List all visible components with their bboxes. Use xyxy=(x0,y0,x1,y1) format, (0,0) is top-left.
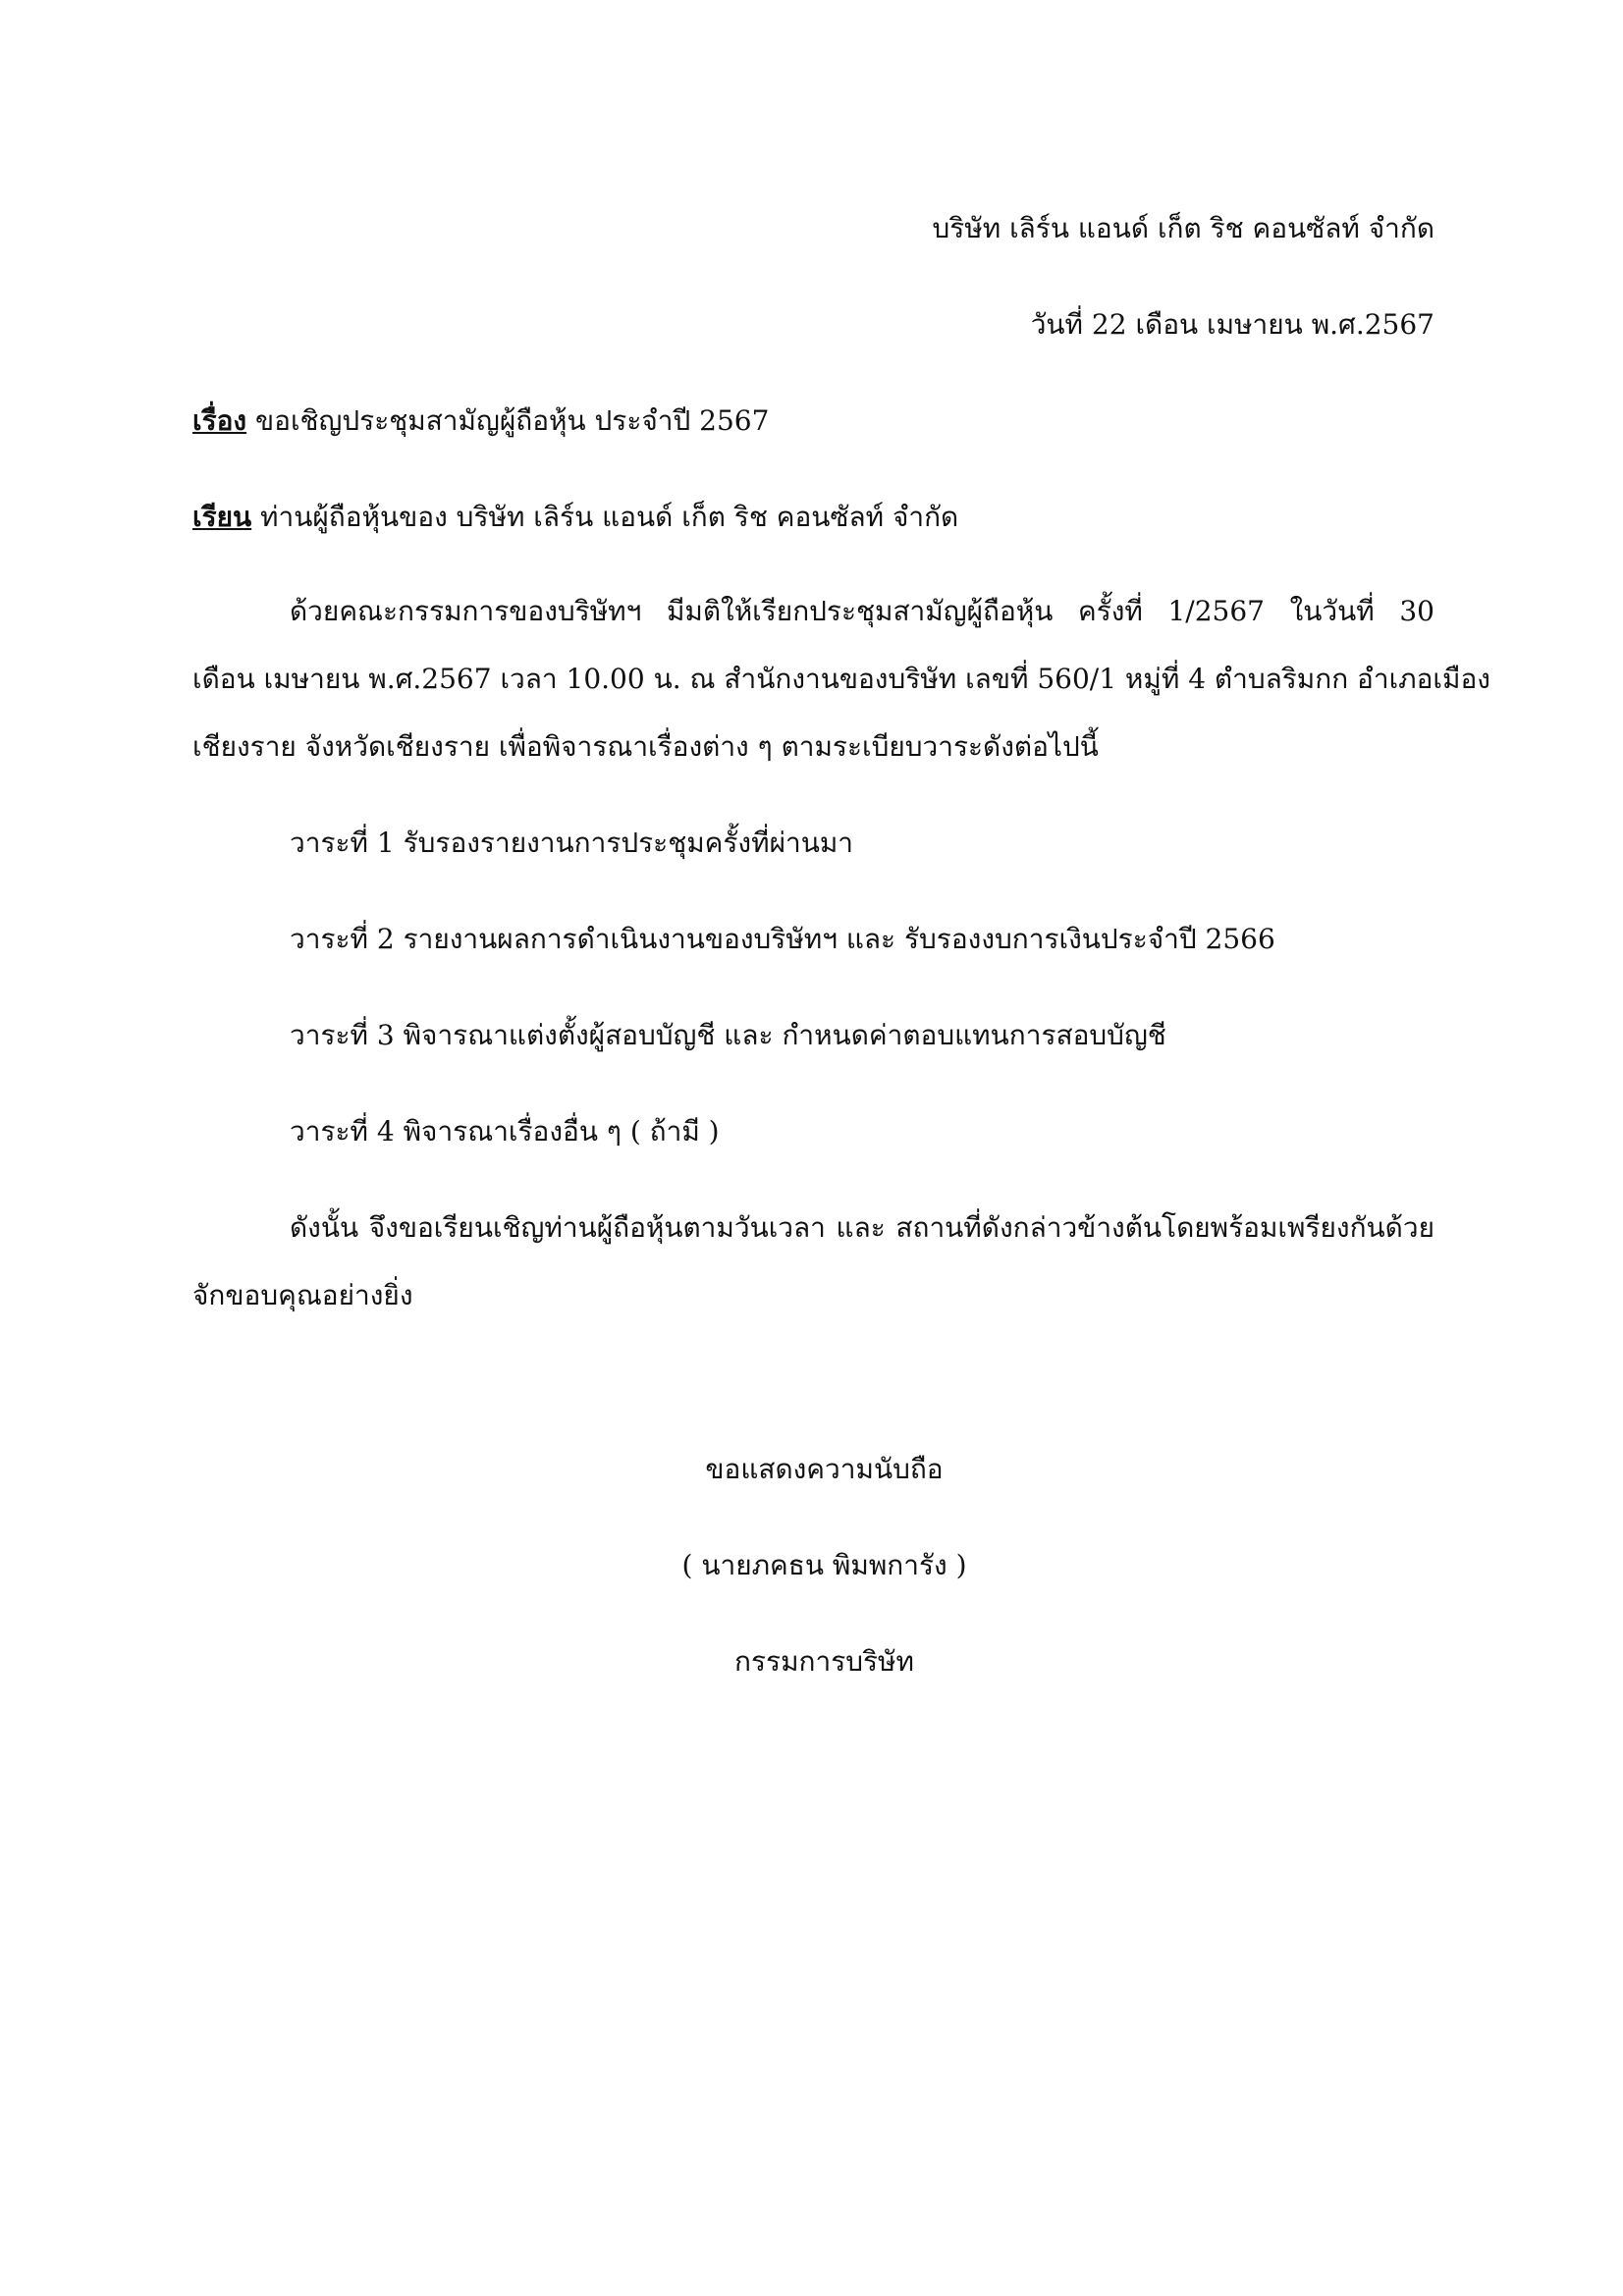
recipient-text: ท่านผู้ถือหุ้นของ บริษัท เลิร์น แอนด์ เก็ต ริช คอนซัลท์ จำกัด xyxy=(251,501,959,533)
subject-label: เรื่อง xyxy=(192,404,247,437)
subject-line xyxy=(192,404,769,438)
agenda-item-1: วาระที่ 1 รับรองรายงานการประชุมครั้งที่ผ่านมา xyxy=(290,827,854,859)
closing-line-2: จักขอบคุณอย่างยิ่ง xyxy=(192,1279,413,1311)
agenda-item-2: วาระที่ 2 รายงานผลการดำเนินงานของบริษัทฯ และ รับรองงบการเงินประจำปี 2566 xyxy=(290,923,1275,955)
body-line-2: เดือน เมษายน พ.ศ.2567 เวลา 10.00 น. ณ สำนักงานของบริษัท เลขที่ 560/1 หมู่ที่ 4 ตำบลริมกก อำเภอเมือง xyxy=(192,663,1490,695)
recipient-line xyxy=(192,501,958,534)
recipient-label: เรียน xyxy=(192,501,252,533)
subject-text: ขอเชิญประชุมสามัญผู้ถือหุ้น ประจำปี 2567 xyxy=(246,404,770,437)
agenda-item-4: วาระที่ 4 พิจารณาเรื่องอื่น ๆ ( ถ้ามี ) xyxy=(290,1115,720,1148)
body-line-3: เชียงราย จังหวัดเชียงราย เพื่อพิจารณาเรื่องต่าง ๆ ตามระเบียบวาระดังต่อไปนี้ xyxy=(192,730,1099,763)
company-name: บริษัท เลิร์น แอนด์ เก็ต ริช คอนซัลท์ จำกัด xyxy=(932,212,1434,244)
signature-name: ( นายภคธน พิมพการัง ) xyxy=(681,1549,967,1581)
agenda-item-3: วาระที่ 3 พิจารณาแต่งตั้งผู้สอบบัญชี และ กำหนดค่าตอบแทนการสอบบัญชี xyxy=(290,1019,1166,1051)
letter-date: วันที่ 22 เดือน เมษายน พ.ศ.2567 xyxy=(1030,308,1434,341)
signature-position: กรรมการบริษัท xyxy=(734,1645,914,1678)
closing-line-1: ดังนั้น จึงขอเรียนเชิญท่านผู้ถือหุ้นตามวันเวลา และ สถานที่ดังกล่าวข้างต้นโดยพร้อมเพรียงกันด้วย xyxy=(290,1211,1434,1244)
signature-regards: ขอแสดงความนับถือ xyxy=(705,1453,944,1485)
body-line-1: ด้วยคณะกรรมการของบริษัทฯ มีมติให้เรียกประชุมสามัญผู้ถือหุ้น ครั้งที่ 1/2567 ในวันที่ 30 xyxy=(290,595,1434,627)
